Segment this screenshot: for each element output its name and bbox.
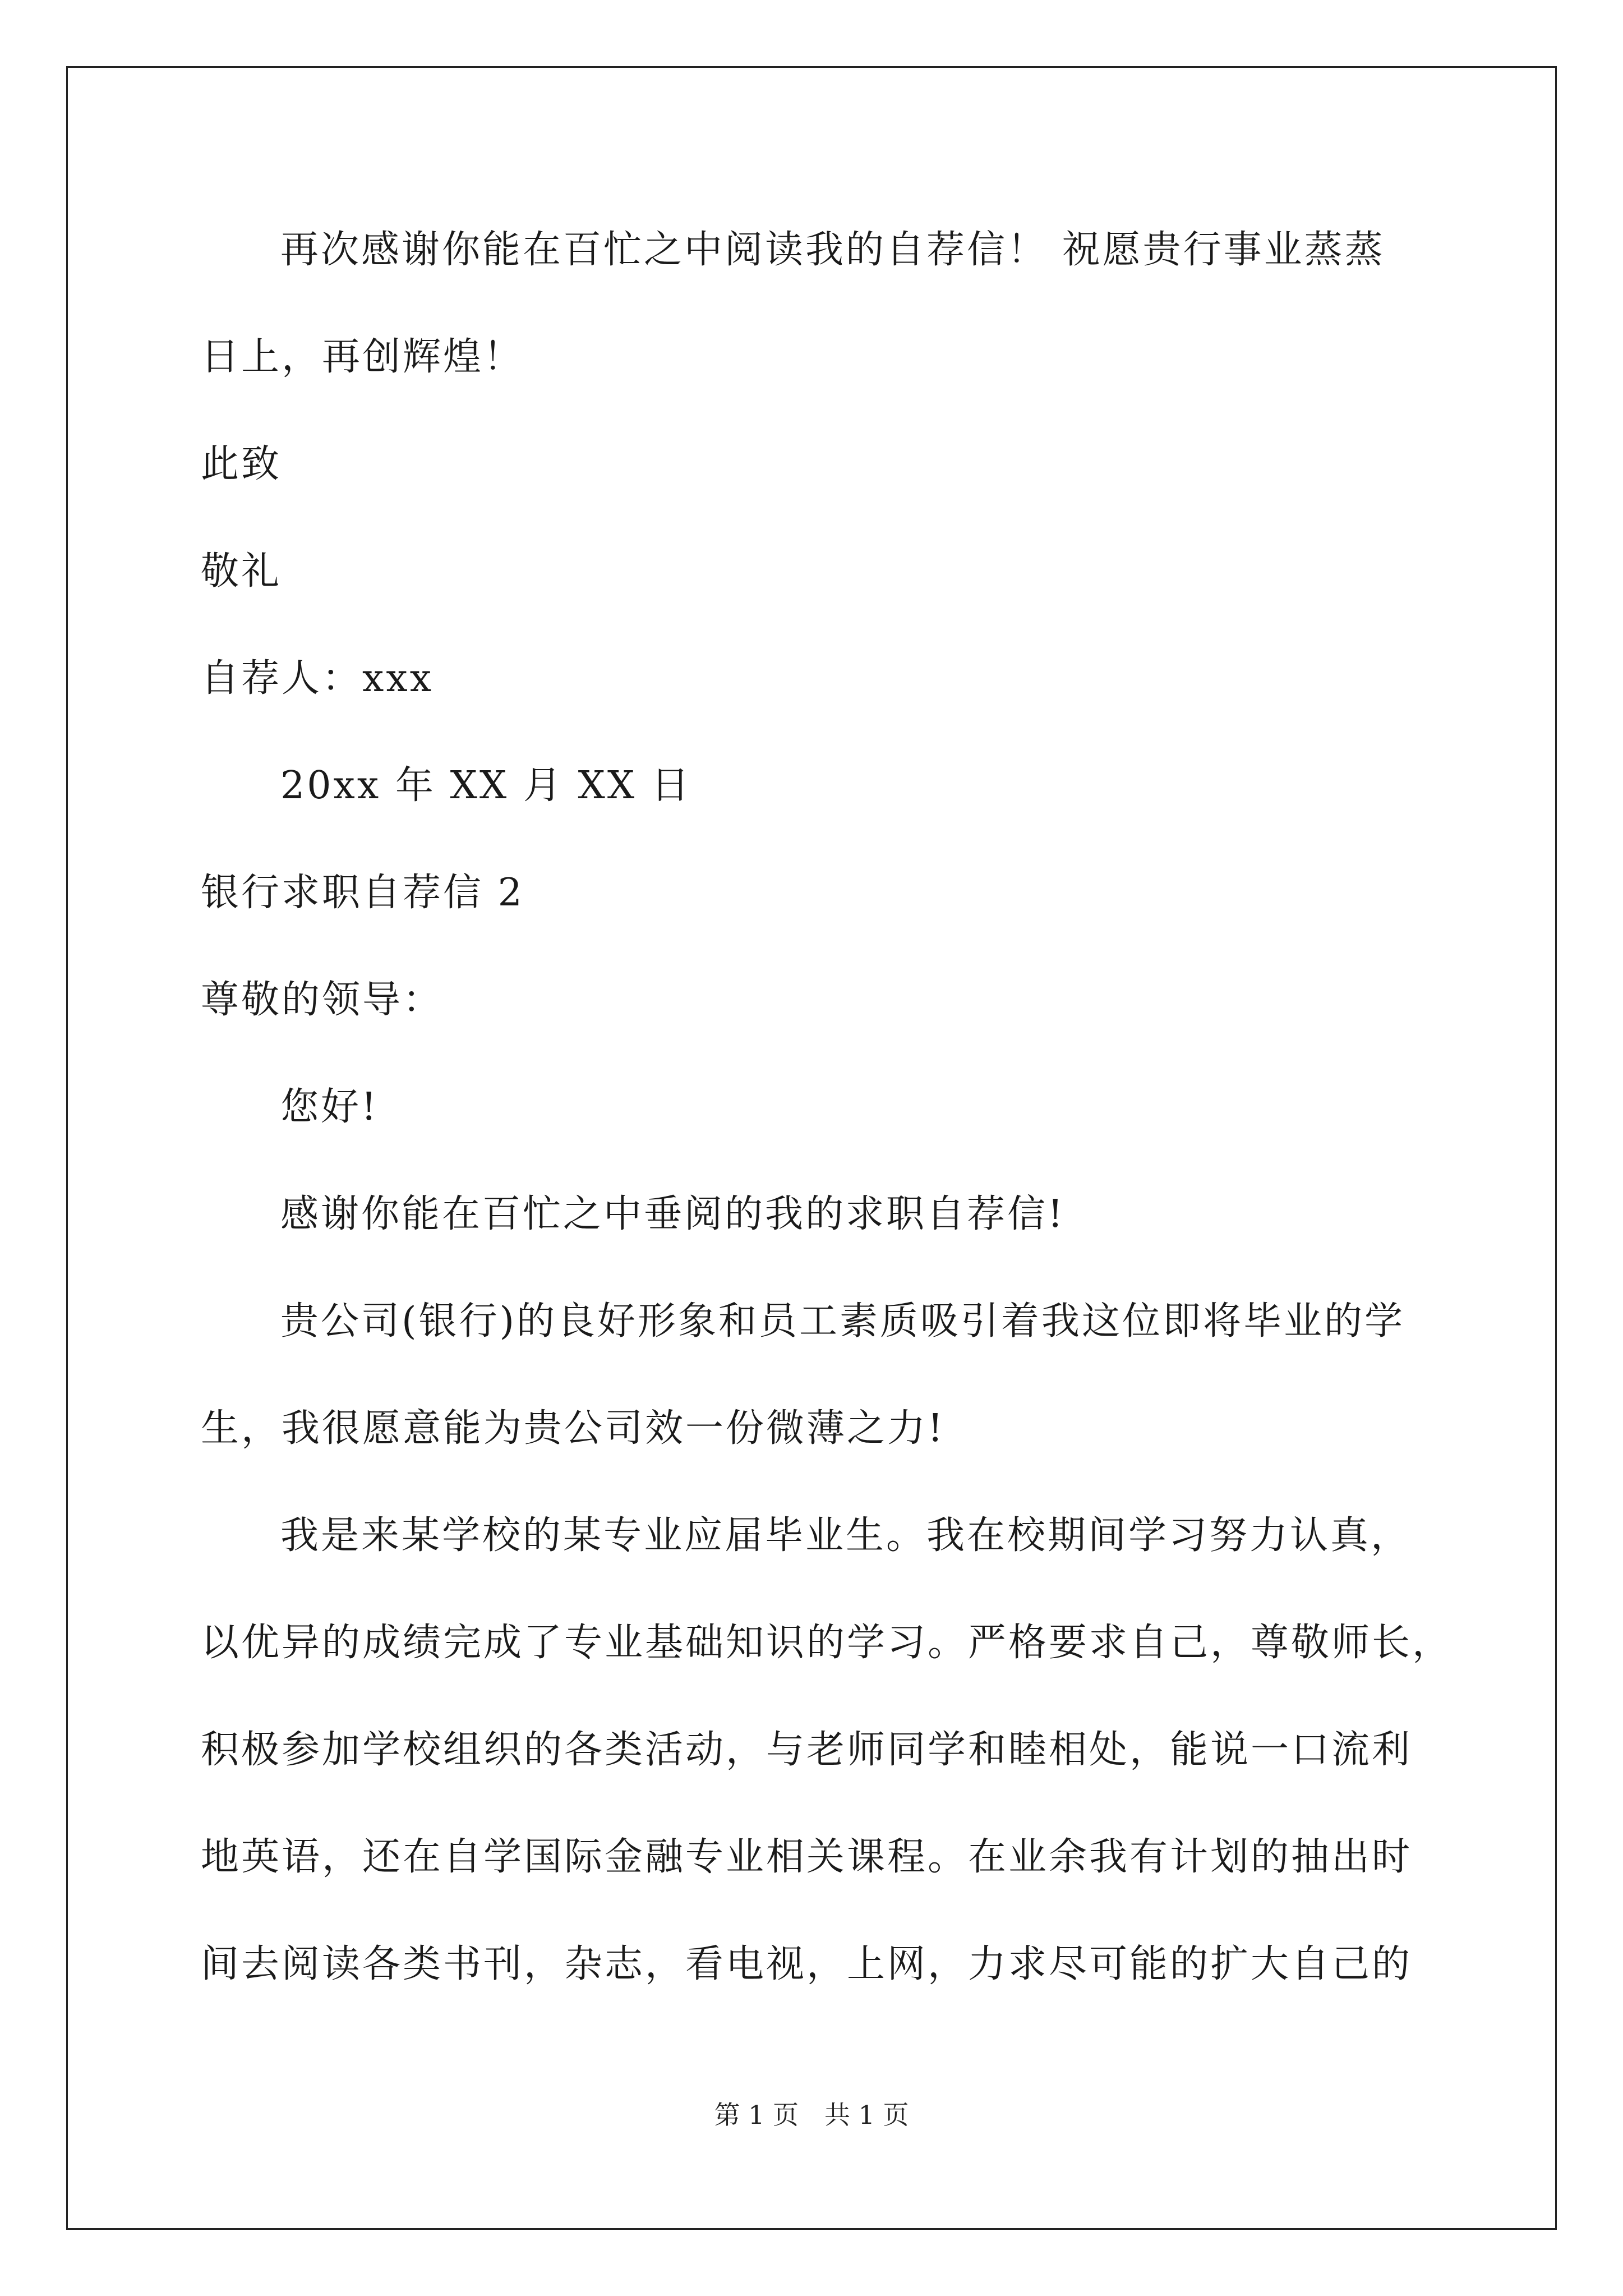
text-line: 以优异的成绩完成了专业基础知识的学习。严格要求自己，尊敬师长，: [201, 1621, 1453, 1665]
greeting: 尊敬的领导：: [201, 978, 444, 1022]
text-line: 地英语，还在自学国际金融专业相关课程。在业余我有计划的抽出时: [201, 1835, 1413, 1879]
section-title: 银行求职自荐信 2: [201, 871, 524, 915]
text-line: 积极参加学校组织的各类活动，与老师同学和睦相处，能说一口流利: [201, 1728, 1413, 1772]
greeting-hello: 您好!: [280, 1085, 379, 1129]
salutation-regards: 敬礼: [201, 549, 282, 593]
text-line: 感谢你能在百忙之中垂阅的我的求职自荐信!: [280, 1192, 1066, 1236]
salutation-closing: 此致: [201, 442, 282, 486]
text-line: 我是来某学校的某专业应届毕业生。我在校期间学习努力认真，: [280, 1513, 1412, 1558]
signature-line: 自荐人：xxx: [201, 656, 434, 701]
text-line: 贵公司(银行)的良好形象和员工素质吸引着我这位即将毕业的学: [280, 1299, 1405, 1343]
text-line: 间去阅读各类书刊，杂志，看电视，上网，力求尽可能的扩大自己的: [201, 1942, 1413, 1986]
page-border: [66, 66, 1557, 2230]
page-footer: 第 1 页 共 1 页: [714, 2100, 909, 2130]
text-line: 生，我很愿意能为贵公司效一份微薄之力!: [201, 1406, 946, 1451]
text-line: 再次感谢你能在百忙之中阅读我的自荐信！ 祝愿贵行事业蒸蒸: [280, 228, 1385, 272]
date-line: 20xx 年 XX 月 XX 日: [280, 763, 691, 808]
text-line: 日上，再创辉煌！: [201, 335, 524, 379]
